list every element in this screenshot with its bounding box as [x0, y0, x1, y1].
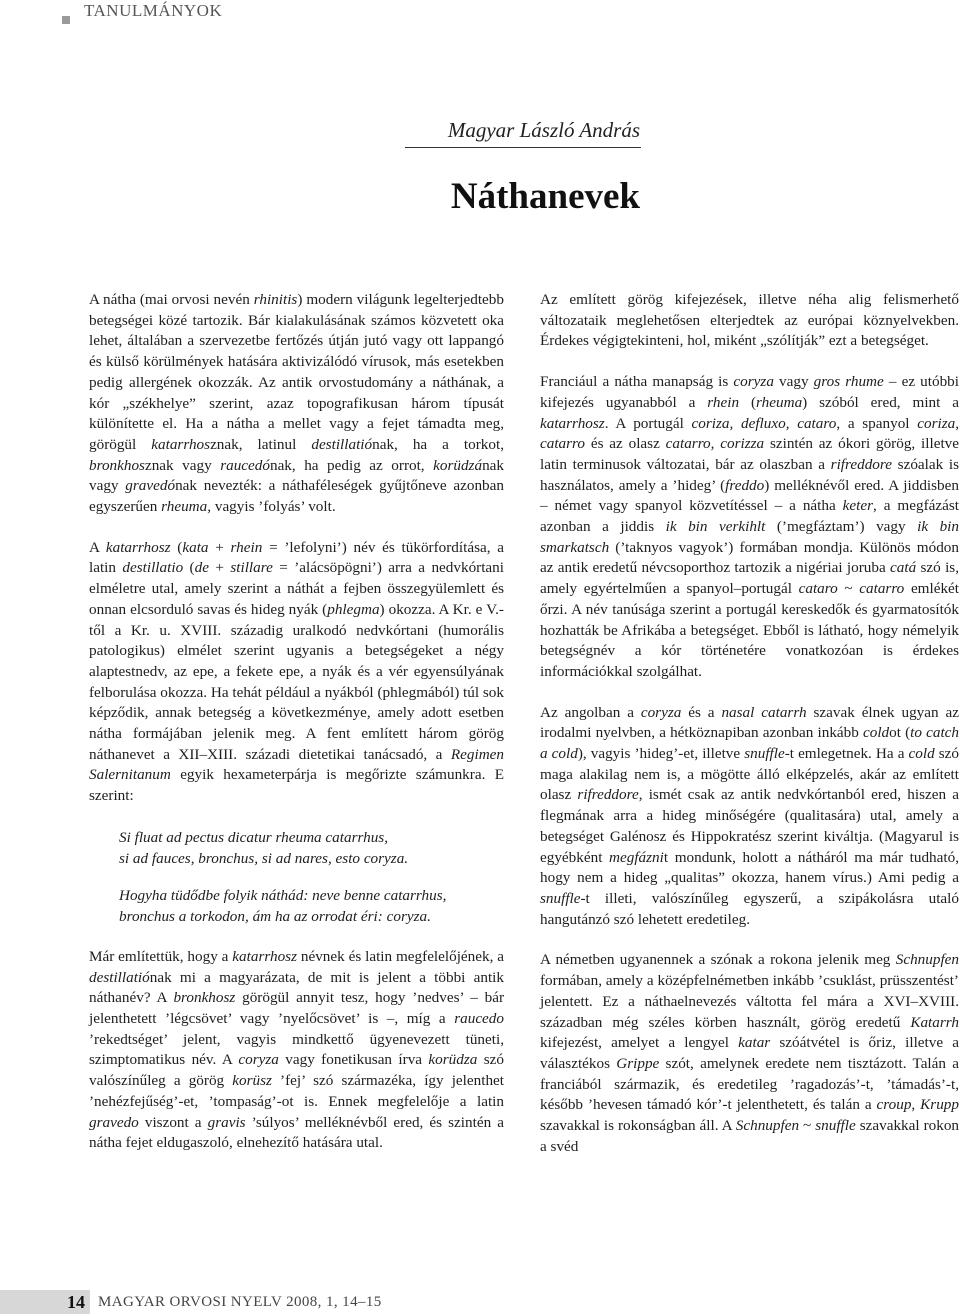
paragraph: A katarrhosz (kata + rhein = ’lefolyni’) név és tükörfordítása, a latin destillatio (de + stillare = ’alácsöpögni’) arra a nedvkórtani elméletre utal, amely szerint a náthát a fejben összegyülemlett és onnan elcsorduló savas és hideg nyák (phlegma) okozza. A Kr. e V.-től a Kr. u. XVIII. századig uralkodó nedvkórtani (humorális patologikus) elmélet szerint ugyanis a betegségeket a négy alaptestnedv, az epe, a fekete epe, a nyák és a vér egyensúlyának felborulása okozza. Ha tehát például a nyákból (phlegmából) túl sok képződik, annak betegség a következménye, amely adott esetben nátha formájában jelenik meg. A fent említett három görög náthanevet a XII–XIII. századi dietetikai tanácsadó, a Regimen Salernitanum egyik hexameterpárja is megőrizte számunkra. E szerint: [89, 538, 504, 805]
article-title: Náthanevek [450, 176, 640, 217]
verse-quote [119, 827, 504, 927]
paragraph: A nátha (mai orvosi nevén rhinitis) modern világunk legelterjedtebb betegségei közé tartozik. Bár kialakulásának számos közvetett oka lehet, általában a szervezetbe fertőzés útján jutó vagy ott lappangó és külső körülmények hatására aktivizálódó vírusok, más esetekben pedig allergének okozzák. Az antik orvostudomány a náthának, a kór „székhelye” szerint, azaz topografikusan három típusát különítette el. Ha a nátha a mellet vagy a fejet támadta meg, görögül katarrhosznak, latinul destillatiónak, ha a torkot, bronkhosznak vagy raucedónak, ha pedig az orrot, korüdzának vagy gravedónak nevezték: a náthaféleségek gyűjtőneve azonban egyszerűen rheuma, vagyis ’folyás’ volt. [89, 291, 505, 516]
section-label [62, 0, 222, 24]
paragraph: A németben ugyanennek a szónak a rokona jelenik meg Schnupfen formában, amely a középfelnémetben inkább ’csuklást, prüsszentést’ jelentett. Ez a náthaelnevezés váltotta fel mára a XVI–XVIII. században még széles körben használt, görög eredetű Katarrh kifejezést, amelyet a lengyel katar szóátvétel is őriz, illetve a választékos Grippe szót, amelynek eredete nem tisztázott. Talán a franciából származik, és eredetileg ’ragadozás’-t, ’támadás’-t, később ’hevesen támadó kór’-t jelenthetett, és talán a croup, Krupp szavakkal is rokonságban áll. A Schnupfen ~ snuffle szavakkal rokon a svéd [540, 951, 960, 1155]
paragraph: Már említettük, hogy a katarrhosz névnek és latin megfelelőjének, a destillatiónak mi a magyarázata, de mit is jelent a többi antik náthanév? A bronkhosz görögül annyit tesz, hogy ’nedves’ – bár jelenthetett ’légcsövet’ vagy ’nyelőcsövet’ is –, míg a raucedo ’rekedtséget’ jelent, vagyis mindkettő ügyenevezett tüneti, szimptomatikus név. A coryza vagy fonetikusan írva korüdza szó valószínűleg a görög korüsz ’fej’ szó származéka, így jelenthet ’nehézfejűség’-et, ’tompaság’-ot is. Ennek megfelelője a latin gravedo viszont a gravis ’súlyos’ melléknévből ered, és szintén a nátha fejet eldugaszoló, elnehezítő hatására utal. [89, 947, 505, 1152]
author-divider [405, 147, 641, 148]
paragraph: Az említett görög kifejezések, illetve néha alig felismerhető változataik meglehetősen elterjedtek az európai köznyelvekben. Érdekes végigtekinteni, hol, miként „szólítják” ezt a betegséget. [540, 291, 959, 350]
verse-line: si ad fauces, bronchus, si ad nares, esto coryza. [119, 849, 409, 867]
section-marker [62, 16, 70, 24]
article-author: Magyar László András [447, 118, 640, 142]
verse-hungarian [119, 885, 504, 927]
page-footer [0, 1282, 960, 1314]
journal-citation: MAGYAR ORVOSI NYELV 2008, 1, 14–15 [98, 1294, 382, 1310]
verse-line: bronchus a torkodon, ám ha az orrodat éri: coryza. [119, 907, 431, 925]
right-column [540, 290, 959, 1177]
page-number: 14 [67, 1292, 85, 1312]
verse-line: Si fluat ad pectus dicatur rheuma catarrhus, [119, 828, 389, 846]
section-name: TANULMÁNYOK [84, 1, 223, 20]
left-column [89, 290, 504, 1174]
verse-line: Hogyha tüdődbe folyik náthád: neve benne catarrhus, [119, 886, 447, 904]
paragraph: Franciául a nátha manapság is coryza vagy gros rhume – ez utóbbi kifejezés ugyanabból a rhein (rheuma) szóból ered, mint a katarrhosz. A portugál coriza, defluxo, cataro, a spanyol coriza, catarro és az olasz catarro, corizza szintén az ókori görög, illetve latin terminusok változatai, bár az olaszban a rifreddore szóalak is használatos, amely a ’hideg’ (freddo) melléknévől ered. A jiddisben – német vagy spanyol közvetítéssel – a nátha keter, a megfázást azonban a jiddis ik bin verkihlt (’megfáztam’) vagy ik bin smarkatsch (’taknyos vagyok’) formában mondja. Különös módon az antik eredetű névcsoporthoz tartozik a nigériai joruba catá szó is, amely egyértelműen a spanyol–portugál cataro ~ catarro emlékét őrzi. A név tanúsága szerint a portugál kereskedők és gyarmatosítók hozhatták be Afrikába a betegséget. Ebből is látható, hogy némelyik betegségnév a kór történetére vonatkozóan is érdekes információkkal szolgálhat. [540, 373, 960, 680]
verse-latin [119, 827, 504, 869]
paragraph: Az angolban a coryza és a nasal catarrh szavak élnek ugyan az irodalmi nyelvben, a hétköznapiban azonban inkább coldot (to catch a cold), vagyis ’hideg’-et, illetve snuffle-t emlegetnek. Ha a cold szó maga alakilag nem is, a mögötte álló elképzelés, akár az említett olasz rifreddore, ismét csak az antik nedvkórtanból ered, hiszen a flegmának arra a hideg minőségére (qualitasára) utal, amely a betegséget Galénosz és Hippokratész szerint kiváltja. (Magyarul is egyébként megfáznit mondunk, holott a nátháról ma már tudható, hogy nem a hideg „qualitas” okozza, hanem vírus.) Ami pedig a snuffle-t illeti, valószínűleg egyszerű, a szipákolásra utaló hangutánzó szó lehetett eredetileg. [540, 703, 959, 928]
